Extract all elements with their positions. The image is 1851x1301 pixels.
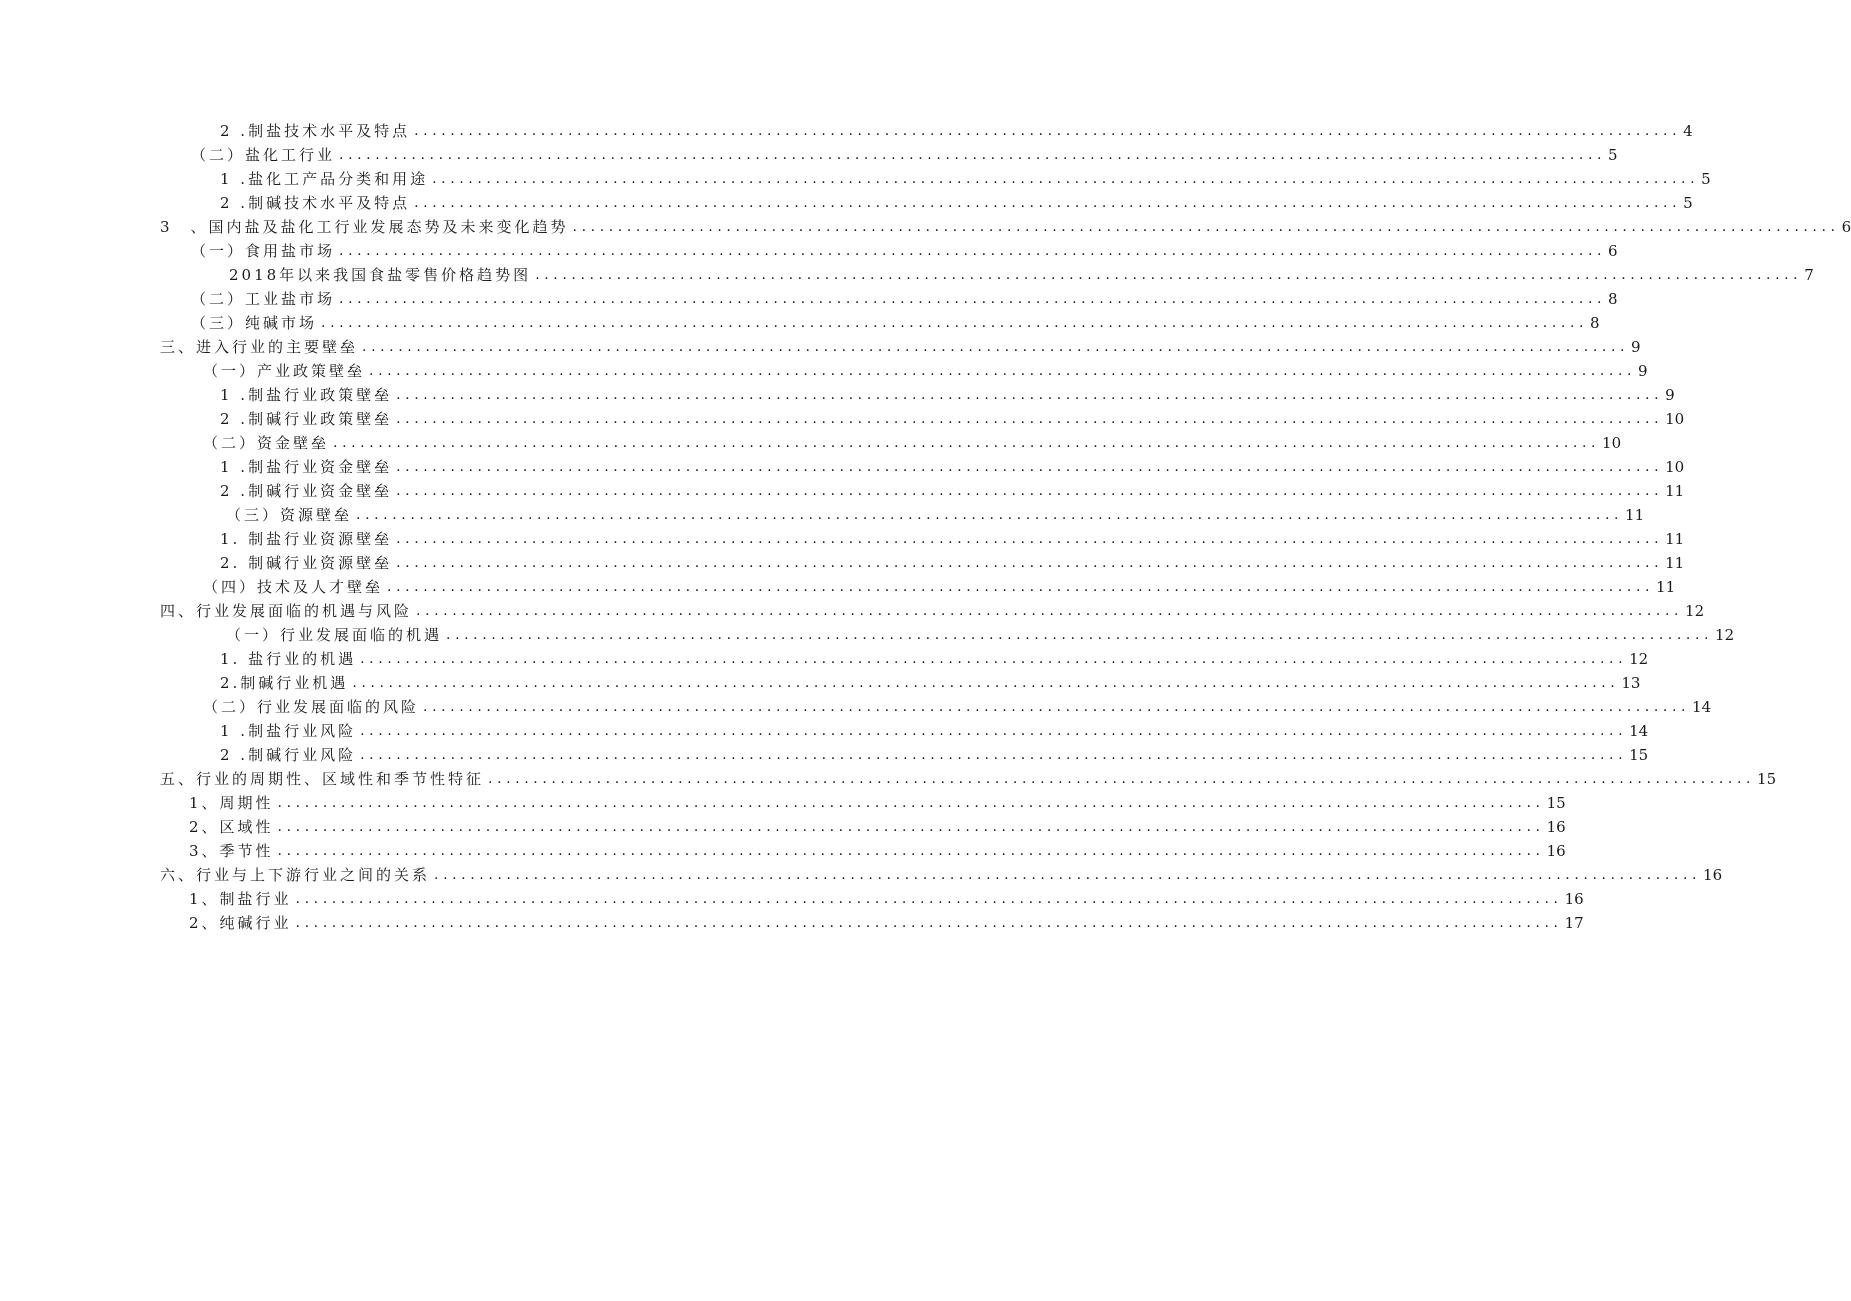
toc-leader-dots: ............................................................................................................................................ <box>387 579 1655 595</box>
toc-entry[interactable] <box>191 310 1600 332</box>
toc-leader-dots: ............................................................................................................................................ <box>277 843 1545 859</box>
toc-leader-dots: ............................................................................................................................................ <box>333 435 1601 451</box>
toc-entry[interactable] <box>160 766 1777 788</box>
toc-leader-dots: ............................................................................................................................................ <box>414 195 1682 211</box>
toc-entry-page: 14 <box>1692 698 1712 716</box>
toc-leader-dots: ............................................................................................................................................ <box>277 795 1545 811</box>
toc-entry-title: （三）纯碱市场 <box>191 314 318 332</box>
toc-entry-page: 10 <box>1665 410 1685 428</box>
toc-entry-page: 11 <box>1665 482 1685 500</box>
toc-entry-title: （一）产业政策壁垒 <box>203 362 366 380</box>
toc-entry[interactable] <box>203 430 1622 452</box>
toc-leader-dots: ............................................................................................................................................ <box>396 411 1664 427</box>
toc-entry[interactable] <box>220 118 1693 140</box>
toc-entry[interactable] <box>191 142 1618 164</box>
toc-entry-title: （一）行业发展面临的机遇 <box>226 626 443 644</box>
toc-entry[interactable] <box>203 574 1676 596</box>
toc-entry[interactable] <box>160 862 1723 884</box>
toc-entry[interactable] <box>220 670 1641 692</box>
toc-entry-page: 4 <box>1683 122 1693 140</box>
toc-entry-title: 1、制盐行业 <box>189 890 292 908</box>
toc-entry-page: 9 <box>1631 338 1641 356</box>
toc-leader-dots: ............................................................................................................................................ <box>535 267 1803 283</box>
toc-entry-title: 1. 制盐行业资源壁垒 <box>220 530 393 548</box>
toc-leader-dots: ............................................................................................................................................ <box>277 819 1545 835</box>
toc-entry-page: 15 <box>1757 770 1777 788</box>
toc-entry-page: 9 <box>1665 386 1675 404</box>
toc-entry-page: 11 <box>1656 578 1676 596</box>
toc-entry-title: 2、区域性 <box>189 818 274 836</box>
toc-entry[interactable] <box>220 550 1685 572</box>
toc-leader-dots: ............................................................................................................................................ <box>414 123 1682 139</box>
toc-entry[interactable] <box>220 166 1711 188</box>
toc-leader-dots: ............................................................................................................................................ <box>434 867 1702 883</box>
toc-leader-dots: ............................................................................................................................................ <box>339 147 1607 163</box>
toc-entry[interactable] <box>189 790 1566 812</box>
toc-leader-dots: ............................................................................................................................................ <box>488 771 1756 787</box>
toc-entry-page: 6 <box>1608 242 1618 260</box>
toc-entry[interactable] <box>189 886 1584 908</box>
toc-entry-title: 1 .盐化工产品分类和用途 <box>220 170 429 188</box>
toc-entry-page: 11 <box>1665 554 1685 572</box>
toc-entry-title: 2 .制碱技术水平及特点 <box>220 194 411 212</box>
toc-entry-title: 1 .制盐行业风险 <box>220 722 357 740</box>
toc-entry-page: 6 <box>1841 218 1851 236</box>
toc-entry[interactable] <box>226 622 1735 644</box>
toc-entry-title: （一）食用盐市场 <box>191 242 336 260</box>
toc-entry-title: （二）行业发展面临的风险 <box>203 698 420 716</box>
toc-entry-page: 5 <box>1701 170 1711 188</box>
toc-entry-title: 2. 制碱行业资源壁垒 <box>220 554 393 572</box>
toc-entry[interactable] <box>220 382 1675 404</box>
toc-entry-title: 2 .制碱行业风险 <box>220 746 357 764</box>
toc-entry-title: （三）资源壁垒 <box>226 506 353 524</box>
toc-entry-title: 1. 盐行业的机遇 <box>220 650 357 668</box>
toc-entry[interactable] <box>160 334 1641 356</box>
toc-leader-dots: ............................................................................................................................................ <box>360 723 1628 739</box>
toc-leader-dots: ............................................................................................................................................ <box>356 507 1624 523</box>
toc-entry[interactable] <box>229 262 1814 284</box>
toc-entry-title: 3、季节性 <box>189 842 274 860</box>
toc-entry[interactable] <box>220 646 1649 668</box>
toc-leader-dots: ............................................................................................................................................ <box>339 291 1607 307</box>
toc-leader-dots: ............................................................................................................................................ <box>295 891 1563 907</box>
toc-entry-page: 8 <box>1590 314 1600 332</box>
toc-leader-dots: ............................................................................................................................................ <box>362 339 1630 355</box>
toc-entry[interactable] <box>189 838 1566 860</box>
toc-entry-page: 9 <box>1638 362 1648 380</box>
toc-leader-dots: ............................................................................................................................................ <box>396 387 1664 403</box>
toc-entry[interactable] <box>220 190 1693 212</box>
toc-leader-dots: ............................................................................................................................................ <box>416 603 1684 619</box>
toc-entry[interactable] <box>220 742 1649 764</box>
toc-entry-title: 2 .制盐技术水平及特点 <box>220 122 411 140</box>
toc-entry-page: 11 <box>1625 506 1645 524</box>
toc-entry-page: 5 <box>1608 146 1618 164</box>
toc-entry-page: 16 <box>1703 866 1723 884</box>
toc-entry[interactable] <box>203 358 1648 380</box>
toc-entry-title: 1 .制盐行业资金壁垒 <box>220 458 393 476</box>
toc-entry-page: 13 <box>1621 674 1641 692</box>
toc-entry-title: 三、进入行业的主要壁垒 <box>160 338 359 356</box>
toc-entry-page: 17 <box>1564 914 1584 932</box>
toc-leader-dots: ............................................................................................................................................ <box>295 915 1563 931</box>
toc-leader-dots: ............................................................................................................................................ <box>339 243 1607 259</box>
toc-entry[interactable] <box>220 406 1685 428</box>
toc-entry-page: 12 <box>1685 602 1705 620</box>
toc-entry-title: （二）盐化工行业 <box>191 146 336 164</box>
toc-entry[interactable] <box>189 814 1566 836</box>
toc-entry-title: （二）资金壁垒 <box>203 434 330 452</box>
toc-leader-dots: ............................................................................................................................................ <box>423 699 1691 715</box>
toc-entry-title: 2 .制碱行业资金壁垒 <box>220 482 393 500</box>
toc-entry-page: 12 <box>1629 650 1649 668</box>
toc-leader-dots: ............................................................................................................................................ <box>396 531 1664 547</box>
toc-entry-page: 15 <box>1546 794 1566 812</box>
toc-entry[interactable] <box>220 454 1685 476</box>
toc-leader-dots: ............................................................................................................................................ <box>321 315 1589 331</box>
toc-leader-dots: ............................................................................................................................................ <box>432 171 1700 187</box>
toc-entry-page: 11 <box>1665 530 1685 548</box>
toc-entry[interactable] <box>220 526 1685 548</box>
toc-entry-title: （二）工业盐市场 <box>191 290 336 308</box>
toc-entry-page: 15 <box>1629 746 1649 764</box>
toc-entry[interactable] <box>189 910 1584 932</box>
toc-entry-page: 10 <box>1602 434 1622 452</box>
toc-leader-dots: ............................................................................................................................................ <box>360 747 1628 763</box>
toc-leader-dots: ............................................................................................................................................ <box>446 627 1714 643</box>
toc-leader-dots: ............................................................................................................................................ <box>572 219 1840 235</box>
toc-leader-dots: ............................................................................................................................................ <box>396 483 1664 499</box>
toc-entry-title: （四）技术及人才壁垒 <box>203 578 384 596</box>
toc-entry-page: 16 <box>1546 818 1566 836</box>
toc-leader-dots: ............................................................................................................................................ <box>396 459 1664 475</box>
toc-entry[interactable] <box>160 598 1705 620</box>
toc-entry-page: 16 <box>1564 890 1584 908</box>
toc-entry-title: 2018年以来我国食盐零售价格趋势图 <box>229 266 532 284</box>
toc-entry[interactable] <box>191 238 1618 260</box>
toc-entry-title: 1、周期性 <box>189 794 274 812</box>
toc-entry[interactable] <box>191 286 1618 308</box>
toc-entry-title: 3 、国内盐及盐化工行业发展态势及未来变化趋势 <box>160 218 569 236</box>
toc-entry-title: 2.制碱行业机遇 <box>220 674 349 692</box>
toc-entry-title: 五、行业的周期性、区域性和季节性特征 <box>160 770 485 788</box>
toc-entry-page: 8 <box>1608 290 1618 308</box>
toc-entry-page: 16 <box>1546 842 1566 860</box>
toc-entry[interactable] <box>203 694 1712 716</box>
toc-entry-title: 四、行业发展面临的机遇与风险 <box>160 602 413 620</box>
toc-leader-dots: ............................................................................................................................................ <box>360 651 1628 667</box>
toc-entry[interactable] <box>220 718 1649 740</box>
toc-entry-title: 2 .制碱行业政策壁垒 <box>220 410 393 428</box>
toc-entry[interactable] <box>160 214 1851 236</box>
toc-leader-dots: ............................................................................................................................................ <box>369 363 1637 379</box>
toc-leader-dots: ............................................................................................................................................ <box>396 555 1664 571</box>
toc-entry-page: 12 <box>1715 626 1735 644</box>
toc-entry-page: 7 <box>1804 266 1814 284</box>
toc-entry-title: 2、纯碱行业 <box>189 914 292 932</box>
toc-entry[interactable] <box>226 502 1645 524</box>
toc-entry-title: 1 .制盐行业政策壁垒 <box>220 386 393 404</box>
toc-entry-page: 14 <box>1629 722 1649 740</box>
toc-entry-page: 10 <box>1665 458 1685 476</box>
toc-entry-title: 六、行业与上下游行业之间的关系 <box>160 866 431 884</box>
toc-leader-dots: ............................................................................................................................................ <box>352 675 1620 691</box>
toc-entry[interactable] <box>220 478 1685 500</box>
toc-entry-page: 5 <box>1683 194 1693 212</box>
